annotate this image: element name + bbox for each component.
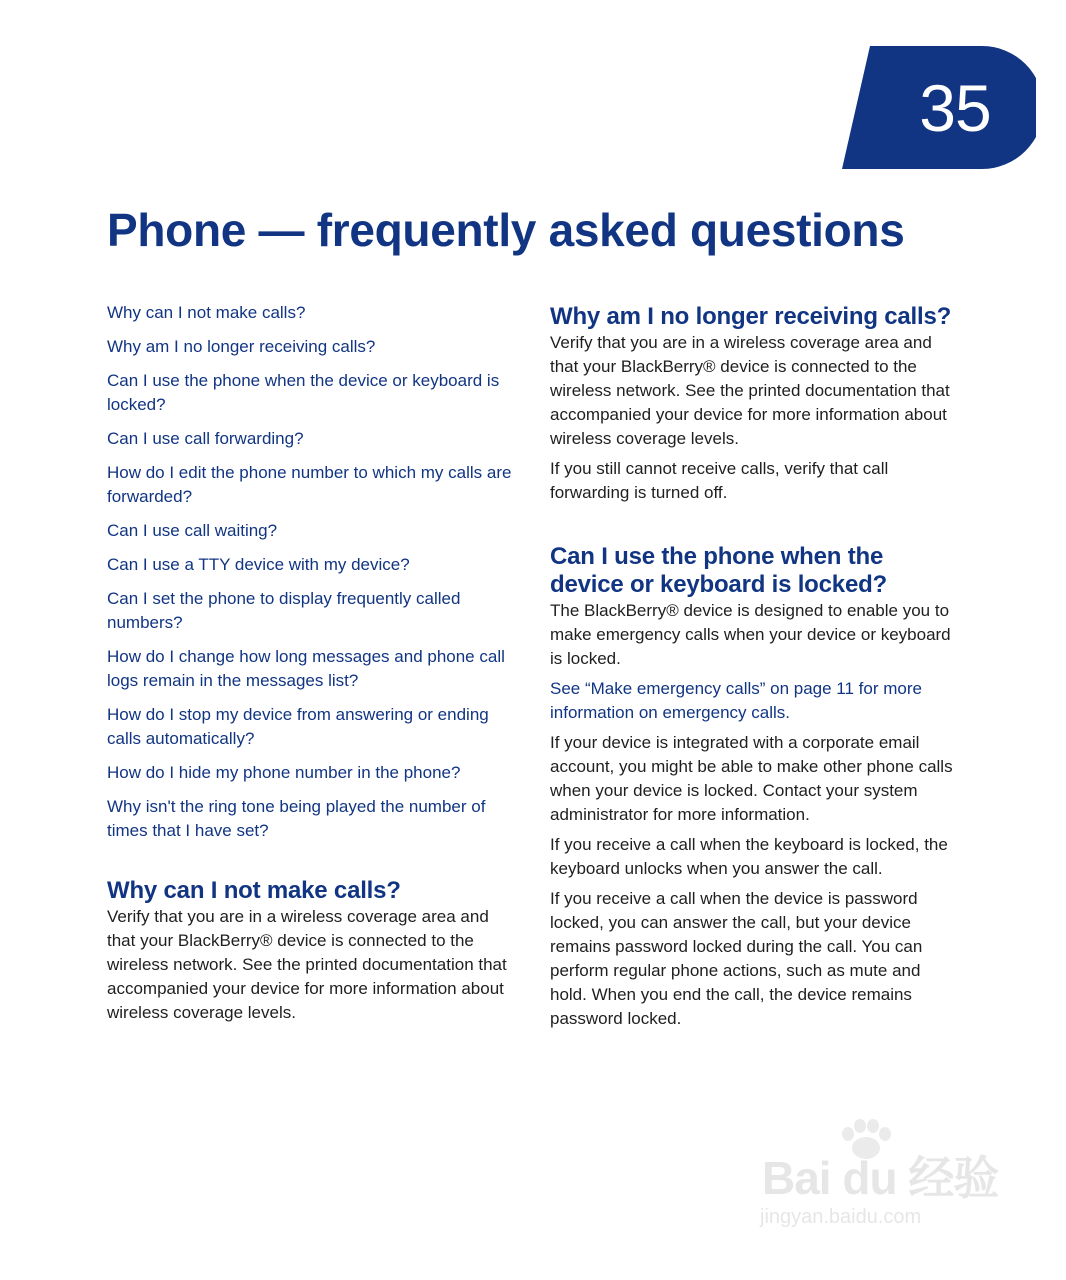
faq-link-locked-phone[interactable]: Can I use the phone when the device or keyboard is locked?: [107, 371, 500, 414]
section-not-receiving-calls: [550, 303, 962, 505]
faq-link-auto-answer[interactable]: How do I stop my device from answering or ending calls automatically?: [107, 705, 489, 748]
faq-link-hide-number[interactable]: How do I hide my phone number in the phone?: [107, 763, 461, 782]
left-column: [107, 301, 517, 1031]
faq-link-frequent-numbers[interactable]: Can I set the phone to display frequently called numbers?: [107, 589, 461, 632]
section-paragraph: If you still cannot receive calls, verify that call forwarding is turned off.: [550, 459, 889, 502]
faq-link-tty-device[interactable]: Can I use a TTY device with my device?: [107, 555, 410, 574]
list-item: [107, 553, 517, 577]
list-item: [107, 795, 517, 843]
list-item: [107, 761, 517, 785]
section-paragraph: Verify that you are in a wireless coverage area and that your BlackBerry® device is connected to the wireless network. See the printed documentation that accompanied your device for more information about wireless coverage levels.: [550, 333, 950, 448]
faq-link-edit-forward-number[interactable]: How do I edit the phone number to which my calls are forwarded?: [107, 463, 512, 506]
watermark-logo: Bai du 经验: [762, 1152, 999, 1204]
page-number: 35: [919, 71, 991, 145]
faq-link-call-forwarding[interactable]: Can I use call forwarding?: [107, 429, 304, 448]
list-item: [107, 427, 517, 451]
faq-link-not-receiving-calls[interactable]: Why am I no longer receiving calls?: [107, 337, 376, 356]
section-locked-phone: [550, 543, 962, 1031]
faq-link-list: [107, 301, 517, 843]
list-item: [107, 369, 517, 417]
section-paragraph: The BlackBerry® device is designed to enable you to make emergency calls when your device or keyboard is locked.: [550, 601, 951, 668]
list-item: [107, 335, 517, 359]
faq-link-cannot-make-calls[interactable]: Why can I not make calls?: [107, 303, 306, 322]
faq-link-ring-tone[interactable]: Why isn't the ring tone being played the number of times that I have set?: [107, 797, 486, 840]
faq-link-message-logs[interactable]: How do I change how long messages and phone call logs remain in the messages list?: [107, 647, 505, 690]
list-item: [107, 703, 517, 751]
section-cannot-make-calls: [107, 877, 517, 1025]
list-item: [107, 461, 517, 509]
faq-link-call-waiting[interactable]: Can I use call waiting?: [107, 521, 278, 540]
section-heading: Why am I no longer receiving calls?: [550, 303, 952, 330]
section-heading: Can I use the phone when the device or keyboard is locked?: [550, 543, 888, 598]
section-heading: Why can I not make calls?: [107, 877, 401, 904]
section-paragraph: If you receive a call when the keyboard is locked, the keyboard unlocks when you answer the call.: [550, 835, 948, 878]
list-item: [107, 587, 517, 635]
list-item: [107, 301, 517, 325]
section-paragraph: If you receive a call when the device is password locked, you can answer the call, but your device remains password locked during the call. You can perform regular phone actions, such as mute and hold. When you end the call, the device remains password locked.: [550, 889, 923, 1028]
right-column: [550, 301, 962, 1037]
page-title: Phone — frequently asked questions: [107, 204, 905, 256]
emergency-calls-link[interactable]: See “Make emergency calls” on page 11 for more information on emergency calls.: [550, 679, 922, 722]
baidu-watermark: [752, 1118, 1012, 1238]
section-paragraph: Verify that you are in a wireless coverage area and that your BlackBerry® device is connected to the wireless network. See the printed documentation that accompanied your device for more information about wireless coverage levels.: [107, 907, 507, 1022]
list-item: [107, 519, 517, 543]
page-number-tab: [842, 46, 1036, 169]
watermark-url: jingyan.baidu.com: [760, 1206, 922, 1228]
list-item: [107, 645, 517, 693]
section-paragraph: If your device is integrated with a corporate email account, you might be able to make other phone calls when your device is locked. Contact your system administrator for more information.: [550, 733, 953, 824]
